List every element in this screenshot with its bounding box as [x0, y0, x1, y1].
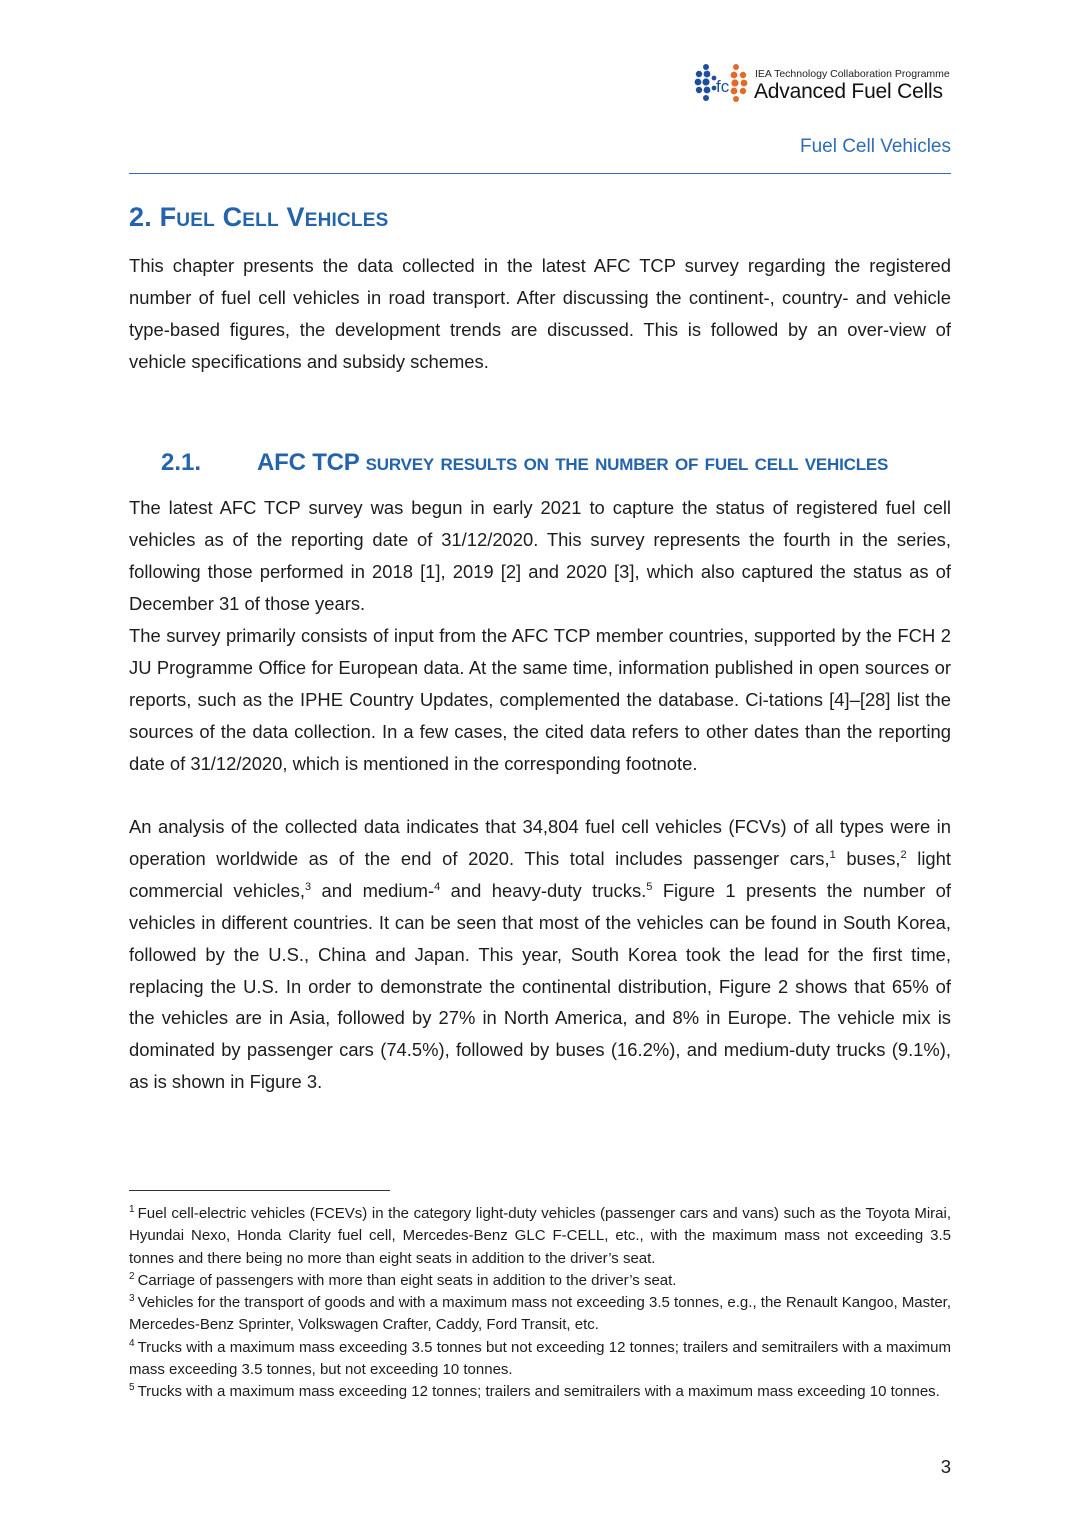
analysis-text-a: An analysis of the collected data indicates that 34,804 fuel cell vehicles (FCVs) of all types were in operation worldwide as of the end of 2020. This total includes passenger cars, — [129, 816, 951, 869]
section-title: AFC TCP survey results on the number of fuel cell vehicles — [257, 449, 889, 476]
footnote-mark: 3 — [129, 1293, 135, 1305]
chapter-title: 2. Fuel Cell Vehicles — [129, 202, 389, 232]
footnote-mark: 1 — [129, 1204, 135, 1215]
footnote-text: Fuel cell-electric vehicles (FCEVs) in the category light-duty vehicles (passenger cars and vans) such as the Toyota Mirai, Hyundai Nexo, Honda Clarity fuel cell, Mercedes-Benz GLC F-CELL, etc., with the maximum mass not exceeding 3.5 tonnes and there being no more than eight seats in addition to the driver’s seat. — [129, 1205, 951, 1267]
footnote-mark: 5 — [129, 1382, 135, 1394]
paragraph-data-sources: The survey primarily consists of input from the AFC TCP member countries, supported by the FCH 2 JU Programme Office for European data. At the same time, information published in open sources or reports, such as the IPHE Country Updates, complemented the database. Ci-tations [4]–[28] list the sources of the data collection. In a few cases, the cited data refers to other dates than the reporting date of 31/12/2020, which is mentioned in the corresponding footnote. — [129, 625, 951, 774]
footnote-ref-1[interactable]: 1 — [829, 848, 836, 861]
footnote-text: Carriage of passengers with more than eight seats in addition to the driver’s seat. — [137, 1271, 677, 1289]
footnote-1 — [129, 1203, 951, 1270]
footnote-ref-5[interactable]: 5 — [646, 880, 653, 893]
footnotes — [129, 1203, 951, 1404]
page-number: 3 — [940, 1456, 951, 1477]
header-rule — [129, 173, 951, 174]
running-head: Fuel Cell Vehicles — [799, 136, 951, 157]
chapter-intro: This chapter presents the data collected in the latest AFC TCP survey regarding the registered number of fuel cell vehicles in road transport. After discussing the continent-, country- and vehicle type-based figures, the development trends are discussed. This is followed by an over-view of vehicle specifications and subsidy schemes. — [129, 255, 951, 372]
analysis-text-c: light commercial vehicles, — [129, 847, 951, 901]
footnote-ref-3[interactable]: 3 — [304, 880, 312, 893]
footnote-mark: 4 — [129, 1337, 135, 1349]
footnote-5 — [129, 1381, 951, 1403]
footnote-text: Vehicles for the transport of goods and with a maximum mass not exceeding 3.5 tonnes, e.g., the Renault Kangoo, Master, Mercedes-Benz Sprinter, Volkswagen Crafter, Caddy, Ford Transit, etc. — [129, 1294, 951, 1334]
footnote-mark: 2 — [129, 1270, 135, 1282]
analysis-text-f: Figure 1 presents the number of vehicles in different countries. It can be seen that most of the vehicles can be found in South Korea, followed by the U.S., China and Japan. This year, South Korea took the lead for the first time, replacing the U.S. In order to demonstrate the continental distribution, Figure 2 shows that 65% of the vehicles are in Asia, followed by 27% in North America, and 8% in Europe. The vehicle mix is dominated by passenger cars (74.5%), followed by buses (16.2%), and medium-duty trucks (9.1%), as is shown in Figure 3. — [129, 879, 951, 1093]
svg-text:fc: fc — [716, 77, 730, 96]
afc-logo — [694, 62, 954, 108]
logo-brand-text: Advanced Fuel Cells — [754, 80, 943, 103]
footnote-text: Trucks with a maximum mass exceeding 3.5 tonnes but not exceeding 12 tonnes; trailers and semitrailers with a maximum mass exceeding 3.5 tonnes, but not exceeding 10 tonnes. — [129, 1338, 951, 1379]
footnote-ref-4[interactable]: 4 — [434, 880, 441, 893]
analysis-text-d: and medium- — [311, 879, 435, 901]
logo-programme-text: IEA Technology Collaboration Programme — [755, 68, 950, 80]
section-heading — [161, 449, 951, 483]
analysis-text-b: buses, — [835, 847, 901, 869]
analysis-text-e: and heavy-duty trucks. — [440, 879, 647, 901]
footnote-2 — [129, 1270, 951, 1292]
paragraph-analysis — [129, 811, 951, 1098]
section-number: 2.1. — [161, 449, 202, 476]
footnote-ref-2[interactable]: 2 — [900, 848, 907, 861]
paragraph-survey-intro: The latest AFC TCP survey was begun in early 2021 to capture the status of registered fuel cell vehicles as of the reporting date of 31/12/2020. This survey represents the fourth in the series, following those performed in 2018 [1], 2019 [2] and 2020 [3], which also captured the status as of December 31 of those years. — [129, 497, 951, 614]
footnote-3 — [129, 1292, 951, 1337]
footnote-text: Trucks with a maximum mass exceeding 12 tonnes; trailers and semitrailers with a maximum mass exceeding 10 tonnes. — [137, 1383, 940, 1401]
footnote-rule — [129, 1190, 390, 1191]
afc-logo-mark-icon — [694, 62, 750, 108]
footnote-4 — [129, 1337, 951, 1382]
